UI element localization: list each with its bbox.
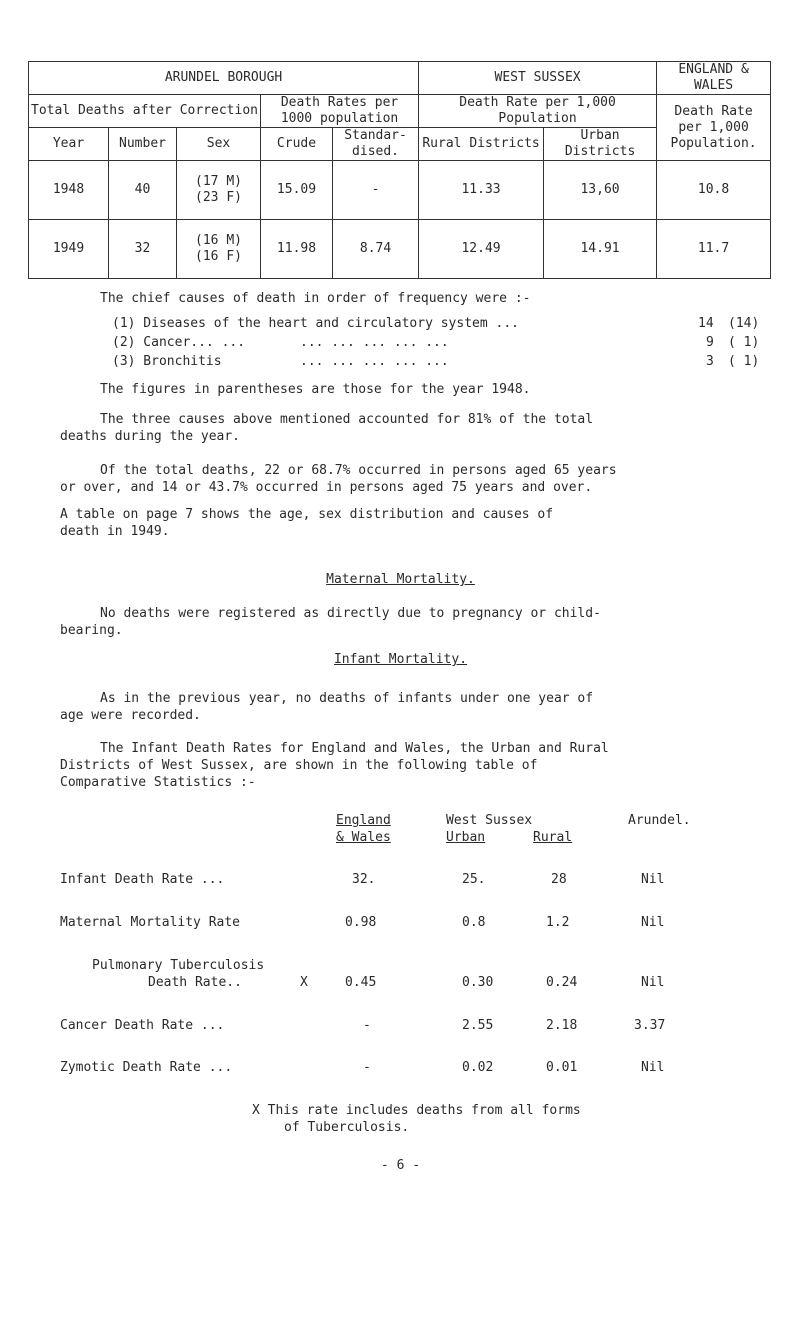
cell-ew: 11.7	[657, 220, 771, 279]
para-causes-a: The three causes above mentioned accounted for 81% of the total	[100, 412, 594, 427]
cell-rural: 28	[551, 872, 567, 887]
header-ew-death-rate: Death Rate per 1,000 Population.	[657, 95, 771, 161]
cell-arundel: Nil	[641, 975, 665, 990]
cell-sex: (16 M) (16 F)	[177, 220, 261, 279]
col-header-urban: Urban	[446, 830, 486, 845]
cell-urban: 2.55	[462, 1018, 494, 1033]
row-label: Maternal Mortality Rate	[60, 915, 241, 930]
cell-arundel: Nil	[641, 915, 665, 930]
cell-urban: 0.8	[462, 915, 486, 930]
cell-arundel: 3.37	[634, 1018, 666, 1033]
cell-standardised: 8.74	[333, 220, 419, 279]
maternal-text-a: No deaths were registered as directly due to pregnancy or child-	[100, 606, 601, 621]
cause-1-label: (1) Diseases of the heart and circulatory system ...	[112, 316, 519, 331]
cell-year: 1949	[29, 220, 109, 279]
cell-standardised: -	[333, 161, 419, 220]
subheader-sex: Sex	[177, 128, 261, 161]
cell-sex: (17 M) (23 F)	[177, 161, 261, 220]
cause-1-value: 14	[698, 316, 714, 331]
cause-3-paren: ( 1)	[728, 354, 760, 369]
cause-1-paren: (14)	[728, 316, 760, 331]
cell-urban: 0.30	[462, 975, 494, 990]
col-header-wales: & Wales	[336, 830, 391, 845]
cause-2-value: 9	[706, 335, 714, 350]
infant-text-b: age were recorded.	[60, 708, 201, 723]
cell-urban: 0.02	[462, 1060, 494, 1075]
header-total-deaths: Total Deaths after Correction	[29, 95, 261, 128]
comparative-text-c: Comparative Statistics :-	[60, 775, 256, 790]
header-ws-death-rate: Death Rate per 1,000 Population	[419, 95, 657, 128]
cause-3-dots: ... ... ... ... ...	[300, 354, 449, 369]
cell-urban: 25.	[462, 872, 486, 887]
para-table-ref-b: death in 1949.	[60, 524, 170, 539]
row-label: Zymotic Death Rate ...	[60, 1060, 233, 1075]
footnote-mark: X	[300, 975, 308, 990]
cell-number: 32	[109, 220, 177, 279]
cell-rural: 11.33	[419, 161, 544, 220]
row-label: Cancer Death Rate ...	[60, 1018, 225, 1033]
subheader-year: Year	[29, 128, 109, 161]
cell-arundel: Nil	[641, 1060, 665, 1075]
mortality-table	[28, 61, 771, 279]
header-west-sussex: WEST SUSSEX	[419, 62, 657, 95]
cause-3-label: (3) Bronchitis	[112, 354, 222, 369]
table-row	[29, 220, 771, 279]
para-age-a: Of the total deaths, 22 or 68.7% occurred in persons aged 65 years	[100, 463, 617, 478]
cell-rural: 12.49	[419, 220, 544, 279]
causes-intro: The chief causes of death in order of frequency were :-	[100, 291, 531, 306]
infant-heading: Infant Mortality.	[333, 652, 468, 667]
comparative-text-b: Districts of West Sussex, are shown in the following table of	[60, 758, 538, 773]
col-header-arundel: Arundel.	[628, 813, 691, 828]
subheader-number: Number	[109, 128, 177, 161]
para-table-ref-a: A table on page 7 shows the age, sex distribution and causes of	[60, 507, 554, 522]
cell-urban: 13,60	[544, 161, 657, 220]
row-label: Pulmonary Tuberculosis	[92, 958, 265, 973]
cell-ew: 10.8	[657, 161, 771, 220]
cell-ew: 0.45	[345, 975, 377, 990]
cell-ew: 0.98	[345, 915, 377, 930]
table-row	[29, 161, 771, 220]
footnote-line-a: X This rate includes deaths from all forms	[252, 1103, 581, 1118]
cell-crude: 11.98	[261, 220, 333, 279]
cause-3-value: 3	[706, 354, 714, 369]
subheader-rural: Rural Districts	[419, 128, 544, 161]
cause-2-label: (2) Cancer... ...	[112, 335, 246, 350]
subheader-standardised: Standar-dised.	[333, 128, 419, 161]
maternal-heading: Maternal Mortality.	[326, 572, 475, 587]
cell-rural: 1.2	[546, 915, 570, 930]
row-label-line2: Death Rate..	[148, 975, 242, 990]
cell-ew: -	[363, 1060, 371, 1075]
cell-crude: 15.09	[261, 161, 333, 220]
cell-rural: 0.01	[546, 1060, 578, 1075]
subheader-crude: Crude	[261, 128, 333, 161]
para-causes-b: deaths during the year.	[60, 429, 241, 444]
cell-urban: 14.91	[544, 220, 657, 279]
infant-text-a: As in the previous year, no deaths of infants under one year of	[100, 691, 594, 706]
page-number: - 6 -	[380, 1158, 421, 1173]
header-arundel: ARUNDEL BOROUGH	[29, 62, 419, 95]
cause-2-dots: ... ... ... ... ...	[300, 335, 449, 350]
para-age-b: or over, and 14 or 43.7% occurred in persons aged 75 years and over.	[60, 480, 593, 495]
col-header-rural: Rural	[533, 830, 573, 845]
cause-2-paren: ( 1)	[728, 335, 760, 350]
cell-rural: 0.24	[546, 975, 578, 990]
parentheses-note: The figures in parentheses are those for the year 1948.	[100, 382, 531, 397]
footnote-line-b: of Tuberculosis.	[284, 1120, 410, 1135]
cell-number: 40	[109, 161, 177, 220]
maternal-text-b: bearing.	[60, 623, 123, 638]
cell-ew: 32.	[352, 872, 376, 887]
header-england-wales: ENGLAND & WALES	[657, 62, 771, 95]
subheader-urban: Urban Districts	[544, 128, 657, 161]
header-death-rates: Death Rates per 1000 population	[261, 95, 419, 128]
cell-rural: 2.18	[546, 1018, 578, 1033]
cell-ew: -	[363, 1018, 371, 1033]
cell-year: 1948	[29, 161, 109, 220]
col-header-west-sussex: West Sussex	[446, 813, 533, 828]
comparative-text-a: The Infant Death Rates for England and Wales, the Urban and Rural	[100, 741, 609, 756]
row-label: Infant Death Rate ...	[60, 872, 225, 887]
col-header-england: England	[336, 813, 391, 828]
cell-arundel: Nil	[641, 872, 665, 887]
